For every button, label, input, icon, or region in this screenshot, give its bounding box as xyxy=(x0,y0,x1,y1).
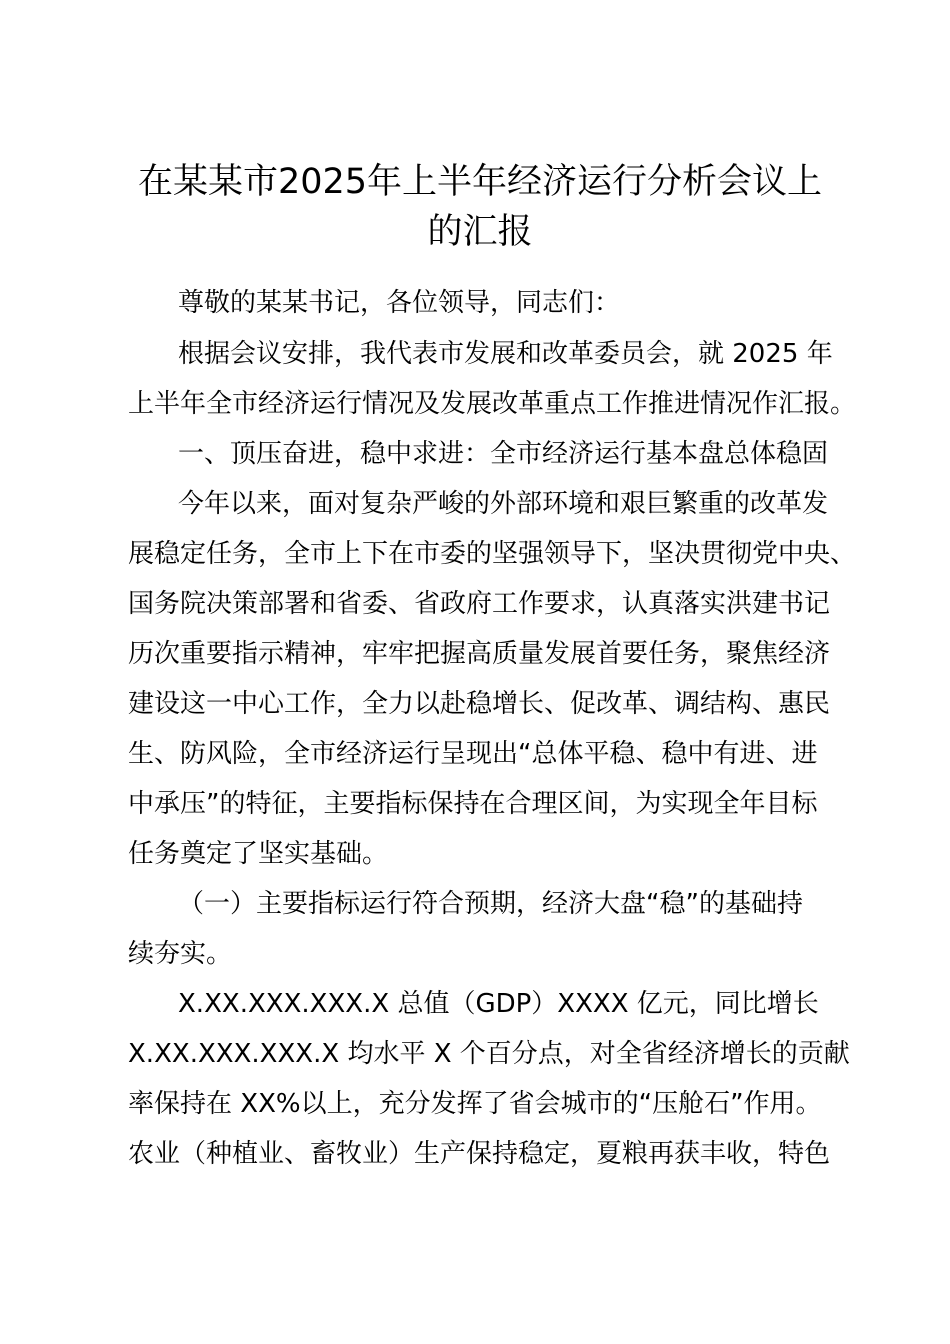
paragraph-line: 国务院决策部署和省委、省政府工作要求，认真落实洪建书记 xyxy=(128,589,831,619)
paragraph-line: 建设这一中心工作，全力以赴稳增长、促改革、调结构、惠民 xyxy=(128,689,831,719)
document-title-line-1: 在某某市2025年上半年经济运行分析会议上 xyxy=(137,162,823,202)
paragraph-line: 上半年全市经济运行情况及发展改革重点工作推进情况作汇报。 xyxy=(128,389,857,419)
salutation: 尊敬的某某书记，各位领导，同志们： xyxy=(178,288,621,318)
paragraph-line: 生、防风险，全市经济运行呈现出“总体平稳、稳中有进、进 xyxy=(128,739,818,769)
section-heading: 一、顶压奋进，稳中求进：全市经济运行基本盘总体稳固 xyxy=(178,439,829,469)
paragraph-line: 展稳定任务，全市上下在市委的坚强领导下，坚决贯彻党中央、 xyxy=(128,539,857,569)
paragraph-line: 中承压”的特征，主要指标保持在合理区间，为实现全年目标 xyxy=(128,789,818,819)
subsection-heading: （一）主要指标运行符合预期，经济大盘“稳”的基础持 xyxy=(178,889,803,919)
paragraph-line: 根据会议安排，我代表市发展和改革委员会，就 2025 年 xyxy=(178,339,833,369)
paragraph-line: 今年以来，面对复杂严峻的外部环境和艰巨繁重的改革发 xyxy=(178,489,829,519)
paragraph-line: 任务奠定了坚实基础。 xyxy=(128,839,389,869)
document-title-line-2: 的汇报 xyxy=(427,212,533,252)
paragraph-line: X.XX.XXX.XXX.X 均水平 X 个百分点，对全省经济增长的贡献 xyxy=(128,1039,850,1069)
subsection-heading-continued: 续夯实。 xyxy=(128,939,233,969)
paragraph-line: 农业（种植业、畜牧业）生产保持稳定，夏粮再获丰收，特色 xyxy=(128,1139,831,1169)
paragraph-line: X.XX.XXX.XXX.X 总值（GDP）XXXX 亿元，同比增长 xyxy=(178,989,819,1019)
paragraph-line: 历次重要指示精神，牢牢把握高质量发展首要任务，聚焦经济 xyxy=(128,639,831,669)
paragraph-line: 率保持在 XX%以上，充分发挥了省会城市的“压舱石”作用。 xyxy=(128,1089,822,1119)
